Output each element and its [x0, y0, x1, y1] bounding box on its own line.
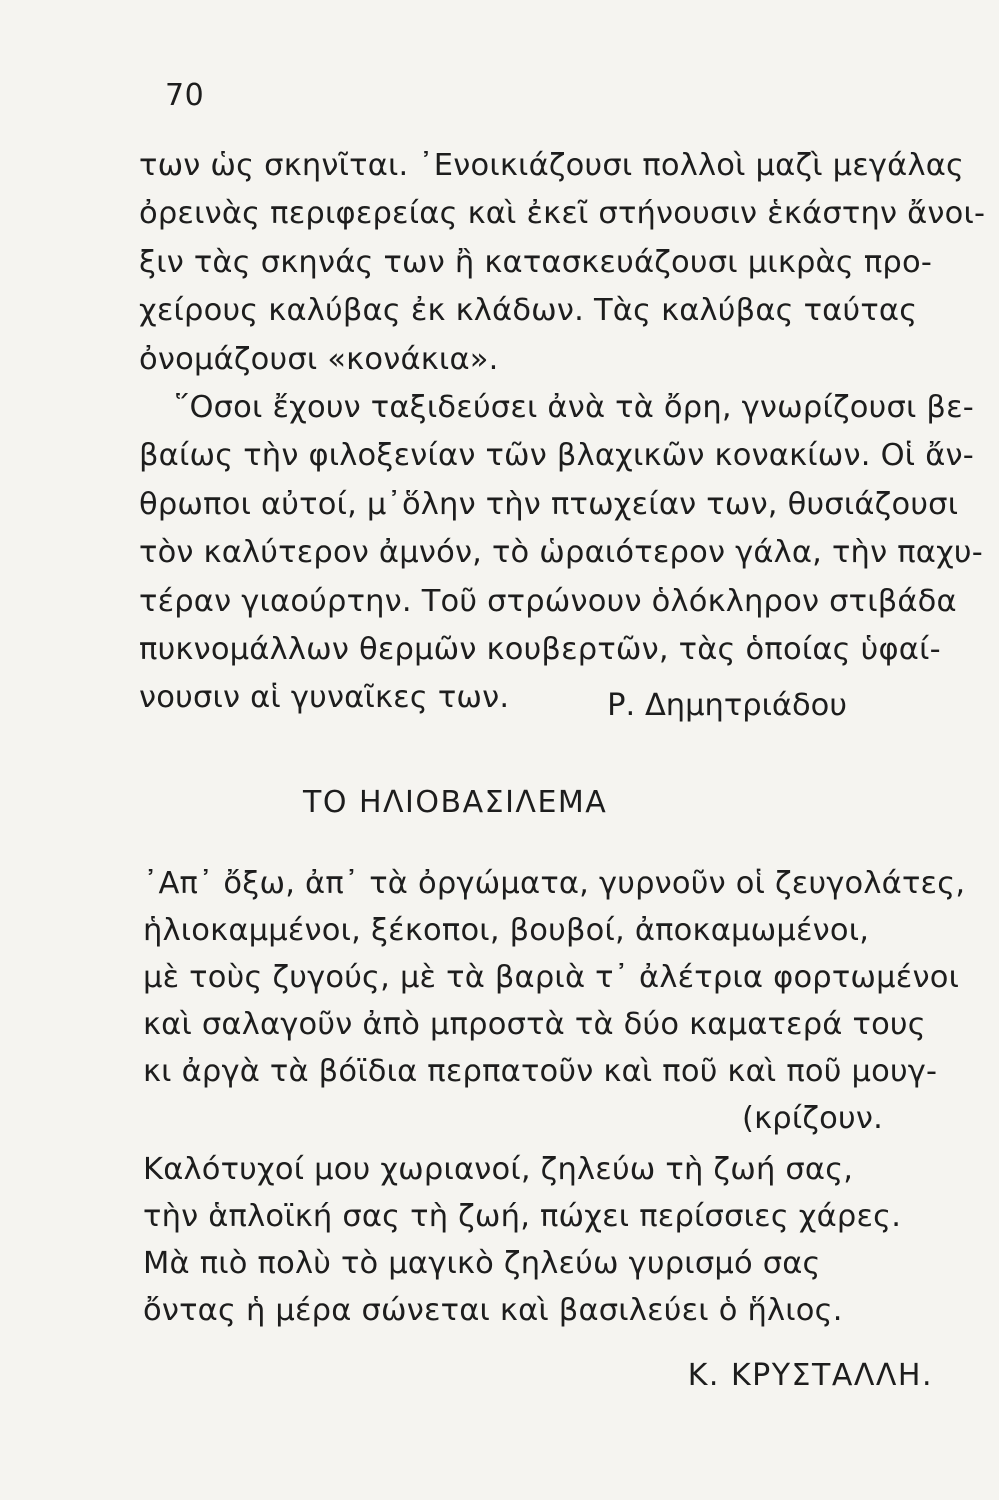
prose-line: βαίως τὴν φιλοξενίαν τῶν βλαχικῶν κονακίων. Οἱ ἄν- — [139, 438, 974, 474]
poem-line: κι ἀργὰ τὰ βόϊδια περπατοῦν καὶ ποῦ καὶ ποῦ μουγ- — [143, 1054, 938, 1089]
poem-line: ὄντας ἡ μέρα σώνεται καὶ βασιλεύει ὁ ἥλιος. — [143, 1293, 843, 1328]
poem-line: Μὰ πιὸ πολὺ τὸ μαγικὸ ζηλεύω γυρισμό σας — [143, 1246, 821, 1281]
prose-line: χείρους καλύβας ἐκ κλάδων. Τὰς καλύβας ταύτας — [139, 293, 918, 329]
poem-line: τὴν ἁπλοϊκή σας τὴ ζωή, πώχει περίσσιες χάρες. — [143, 1199, 902, 1234]
prose-author: Ρ. Δημητριάδου — [607, 688, 847, 723]
prose-line: ὀρεινὰς περιφερείας καὶ ἐκεῖ στήνουσιν ἑκάστην ἄνοι- — [139, 196, 986, 232]
poem-line-continuation: (κρίζουν. — [742, 1101, 883, 1136]
poem-line: ἡλιοκαμμένοι, ξέκοποι, βουβοί, ἀποκαμωμένοι, — [143, 913, 870, 948]
prose-line: πυκνομάλλων θερμῶν κουβερτῶν, τὰς ὁποίας ὑφαί- — [139, 631, 941, 667]
poem-author: Κ. ΚΡΥΣΤΑΛΛΗ. — [687, 1358, 933, 1393]
prose-line: τέραν γιαούρτην. Τοῦ στρώνουν ὁλόκληρον στιβάδα — [139, 583, 957, 619]
poem-line: μὲ τοὺς ζυγούς, μὲ τὰ βαριὰ τ᾿ ἀλέτρια φορτωμένοι — [143, 960, 960, 995]
poem — [143, 860, 966, 1334]
poem-title: ΤΟ ΗΛΙΟΒΑΣΙΛΕΜΑ — [303, 785, 608, 820]
poem-line: Καλότυχοί μου χωριανοί, ζηλεύω τὴ ζωή σας, — [143, 1152, 854, 1187]
prose-line: νουσιν αἱ γυναῖκες των. — [139, 680, 510, 716]
prose-line: τὸν καλύτερον ἀμνόν, τὸ ὡραιότερον γάλα, τὴν παχυ- — [139, 535, 983, 571]
prose-line: των ὡς σκηνῖται. ᾿Ενοικιάζουσι πολλοὶ μαζὶ μεγάλας — [139, 148, 965, 183]
prose-line: ξιν τὰς σκηνάς των ἢ κατασκευάζουσι μικρὰς προ- — [139, 244, 933, 280]
page-number: 70 — [165, 78, 205, 113]
prose-line: ὀνομάζουσι «κονάκια». — [139, 341, 499, 377]
poem-line: ᾿Απ᾿ ὄξω, ἀπ᾿ τὰ ὀργώματα, γυρνοῦν οἱ ζευγολάτες, — [143, 866, 966, 901]
poem-line: καὶ σαλαγοῦν ἀπὸ μπροστὰ τὰ δύο καματερά τους — [143, 1007, 926, 1042]
prose-passage — [139, 142, 986, 723]
prose-line: ῞Οσοι ἔχουν ταξιδεύσει ἀνὰ τὰ ὄρη, γνωρίζουσι βε- — [174, 389, 974, 425]
prose-line: θρωποι αὐτοί, μ᾿ὅλην τὴν πτωχείαν των, θυσιάζουσι — [139, 486, 959, 522]
